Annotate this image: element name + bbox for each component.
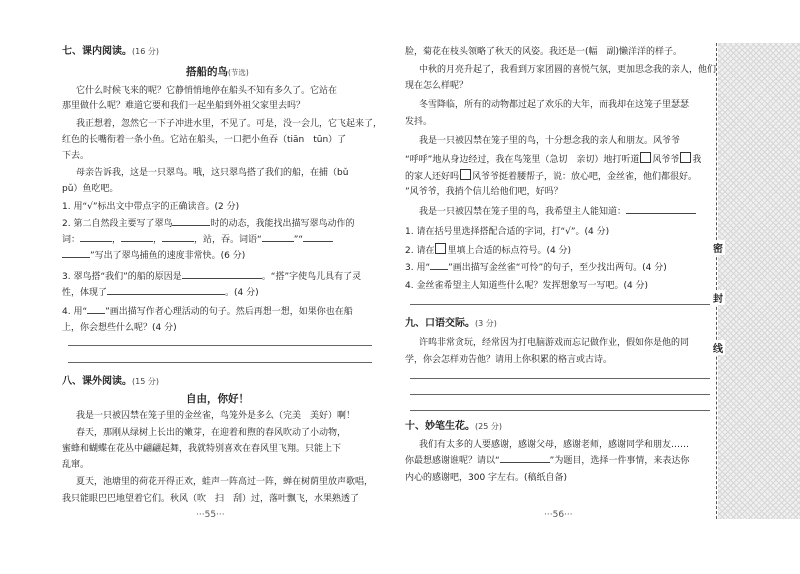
punctuation-box[interactable] [640,152,651,163]
question-3: 3. 用“ ”画出描写金丝雀“可怜”的句子，至少找出两句。(4 分) [405,263,667,273]
paragraph-line: 我只能眼巴巴地望着它们。秋风（吹 扫 刮）过，落叶飘飞，水果熟透了 [62,494,360,504]
section-10-heading: 十、妙笔生花。(25 分) [405,421,502,432]
paragraph-line: 夏天，池塘里的荷花开得正欢，蛙声一阵高过一阵，蝉在树荫里放声歌唱， [76,477,374,487]
paragraph-line: 现在怎么样呢？ [405,81,469,91]
question-3: 3. 翠鸟搭“我们”的船的原因是 。“搭”字使鸟儿具有了灵 [62,272,362,282]
page-number: ···55··· [196,510,225,520]
question-1: 1. 请在括号里选择搭配合适的字词，打“√”。(4 分) [405,227,610,237]
paragraph-line: “呼呼”地从身边经过，我在鸟笼里（急切 亲切）地打听道 风爷爷 我 [405,152,701,166]
paragraph-line: 蜜蜂和蝴蝶在花丛中翩翩起舞，我就特别喜欢在春风里飞翔。只能上下 [62,444,342,454]
essay-title: 自由，你好！ [186,393,249,405]
question-2-line-2: 词： ， ， ，站，吞。词语“ ”“ [62,234,333,246]
answer-line[interactable] [410,410,710,411]
paragraph-line: 的家人还好吗 风爷爷挺着腰帮子，说：放心吧，金丝雀，他们都很好。 [405,169,697,183]
paragraph-line: 乱窜。 [62,460,90,470]
answer-line[interactable] [410,394,710,395]
paragraph-line: 中秋的月亮升起了，我看到万家团圆的喜悦气氛，更加思念我的亲人，他们 [419,65,717,75]
paragraph-line: 脸，菊花在枝头领略了秋天的风姿。我还是一(幅 副)懒洋洋的样子。 [405,47,683,57]
answer-line[interactable] [410,378,710,379]
paragraph-line: 我是一只被囚禁在笼子里的鸟，我希望主人能知道： [419,206,696,218]
paragraph-line: 我正想着，忽然它一下子冲进水里，不见了。可是，没一会儿，它飞起来了， [76,119,383,129]
paragraph-line: 它什么时候飞来的呢？它静悄悄地停在船头不知有多久了。它站在 [76,86,338,96]
paragraph-line: 红色的长嘴衔着一条小鱼。它站在船头，一口把小鱼吞（tiān tūn）了 [62,135,347,145]
question-2-line-3: ”写出了翠鸟捕鱼的速度非常快。(6 分) [62,250,245,262]
paragraph-line: 下去。 [62,151,90,161]
punctuation-box[interactable] [680,152,691,163]
paragraph-line: 学，你会怎样劝告他？请用上你积累的格言或古诗。 [405,355,613,365]
paragraph-line: ”风爷爷，我捎个信儿给他们吧，好吗？ [405,187,563,197]
question-4: 4. 用“ ”画出描写作者心理活动的句子。然后再想一想，如果你也在船 [62,307,353,317]
paragraph-line: 春天，那刚从绿树上长出的嫩芽，在迎着和煦的春风吹动了小动物， [76,428,347,438]
question-2: 2. 第二自然段主要写了翠鸟 时的动态，我能找出描写翠鸟动作的 [62,219,355,229]
question-4: 4. 金丝雀希望主人知道些什么呢？发挥想象写一写吧。(4 分) [405,281,649,291]
right-page [400,0,717,574]
paragraph-line: 你最想感谢谁呢？请以“ ”为题目，选择一件事情，来表达你 [405,456,690,466]
question-4-line-2: 上，你会想些什么呢？(4 分) [62,323,177,333]
paragraph-line: 我是一只被囚禁在笼子里的鸟，十分想念我的亲人和朋友。风爷爷 [419,136,681,146]
question-1: 1. 用“√”标出文中带点字的正确读音。(2 分) [62,202,240,212]
paragraph-line: pǔ）鱼吃吧。 [62,184,119,194]
paragraph-line: 那里做什么呢？难道它要和我们一起坐船到外祖父家里去吗？ [62,101,306,111]
paragraph-line: 许鸣非常贪玩，经常因为打电脑游戏而忘记做作业，假如你是他的同 [419,338,690,348]
answer-line[interactable] [410,304,710,305]
seal-dashed-line [716,43,717,519]
section-8-heading: 八、课外阅读。(15 分) [62,376,159,387]
question-3-line-2: 性，体现了 。(4 分) [62,288,259,298]
answer-line[interactable] [68,345,372,346]
question-2: 2. 请在 里填上合适的标点符号。(4 分) [405,243,571,257]
passage-title: 搭船的鸟(节选) [186,66,249,78]
seal-char: 密 [711,240,725,255]
page-number: ···56··· [544,510,573,520]
section-7-heading: 七、课内阅读。(16 分) [62,46,159,57]
seal-char: 线 [711,340,725,355]
answer-line[interactable] [68,362,372,363]
paragraph-line: 母亲告诉我，这是一只翠鸟。哦，这只翠鸟搭了我们的船，在捕（bǔ [76,168,349,178]
punctuation-box[interactable] [460,169,471,180]
binding-strip [718,43,800,519]
paragraph-line: 内心的感谢吧，300 字左右。(稿纸自备) [405,473,568,483]
paragraph-line: 我是一只被囚禁在笼子里的金丝雀，鸟笼外是多么（完美 美好）啊！ [76,411,356,421]
paragraph-line: 我们有太多的人要感谢，感谢父母，感谢老师，感谢同学和朋友…… [419,440,690,450]
paragraph-line: 冬雪降临，所有的动物都过起了欢乐的大年，而我却在这笼子里瑟瑟 [419,100,690,110]
box-icon [435,243,446,254]
paragraph-line: 发抖。 [405,117,433,127]
section-9-heading: 九、口语交际。(3 分) [405,318,497,329]
seal-char: 封 [711,290,725,305]
